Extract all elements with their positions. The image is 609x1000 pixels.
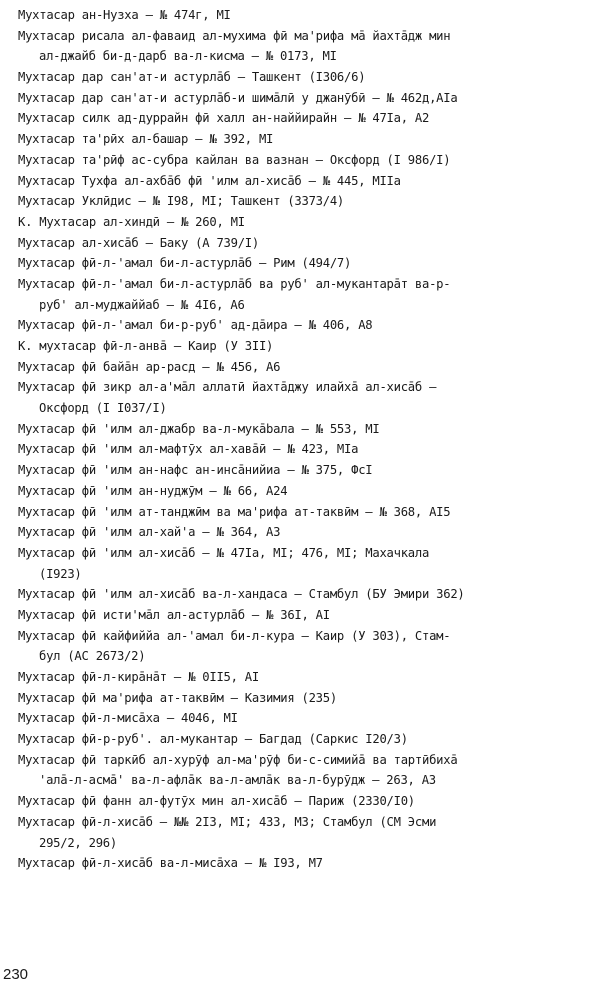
bibliography-list [18,5,603,874]
bibliography-entry: Мухтасар фӣ 'илм ал-хисāб – № 47Iа, МI; 476, МI; Махачкала [18,545,430,560]
bibliography-entry: Мухтасар ан-Нузха – № 474г, MI [18,8,231,22]
bibliography-entry: Мухтасар Тухфа ал-ахбāб фӣ 'илм ал-хисāб – № 445, МIIа [18,173,401,188]
bibliography-entry: Мухтасар фӣ исти'мāл ал-астурлāб – № 36I, АI [18,607,330,622]
bibliography-entry: Мухтасар фӣ кайфиййа ал-'амал би-л-кура – Каир (У 303), Стам- [18,628,451,643]
bibliography-entry: Мухтасар фӣ-л-мисāха – 4046, МI [18,711,238,726]
bibliography-entry: Мухтасар фӣ-л-'амал би-р-руб' ад-дāира – № 406, А8 [18,318,373,333]
bibliography-entry: Мухтасар ал-хисāб – Баку (А 739/I) [18,235,259,250]
bibliography-entry-continuation: 'алā-л-асмā' ва-л-афлāк ва-л-амлāк ва-л-бурӯдж – 263, А3 [39,773,436,788]
bibliography-entry: Мухтасар фӣ 'илм ан-нуджӯм – № 66, А24 [18,483,288,498]
bibliography-entry-continuation: 295/2, 296) [39,835,117,850]
page-number: 230 [3,966,29,983]
bibliography-entry: К. мухтасар фӣ-л-анвā – Каир (У 3II) [18,339,274,353]
bibliography-entry: Мухтасар фӣ-л-'амал би-л-астурлāб ва руб' ал-мукантарāт ва-р- [18,276,451,291]
bibliography-entry: Мухтасар фӣ-р-руб'. ал-мукантар – Багдад (Саркис I20/3) [18,732,408,747]
bibliography-entry: Мухтасар Уклӣдис – № I98, МI; Ташкент (3373/4) [18,194,345,209]
bibliography-entry: Мухтасар фӣ ма'рифа ат-таквӣм – Казимия (235) [18,690,337,705]
bibliography-entry: Мухтасар фӣ-л-хисāб ва-л-мисāха – № I93, М7 [18,856,323,871]
bibliography-entry: Мухтасар фӣ 'илм ат-танджӣм ва ма'рифа ат-таквӣм – № 368, АI5 [18,504,451,519]
bibliography-entry: Мухтасар фӣ-л-'амал би-л-астурлāб – Рим (494/7) [18,256,352,271]
bibliography-entry: Мухтасар дар сан'ат-и астурлāб – Ташкент (I306/6) [18,70,366,85]
bibliography-entry: Мухтасар та'рӣх ал-башар – № 392, МI [18,132,274,147]
bibliography-entry: Мухтасар дар сан'ат-и астурлāб-и шимāлӣ у джанӯбӣ – № 462д,АIа [18,90,458,105]
bibliography-entry-continuation: ал-джайб би-д-дарб ва-л-кисма – № 0173, MI [39,49,337,64]
bibliography-entry: Мухтасар фӣ 'илм ал-мафтӯх ал-хавāӣ – № 423, МIа [18,442,359,457]
bibliography-entry: Мухтасар рисала ал-фаваид ал-мухима фӣ ма'рифа мā йахтāдж мин [18,28,451,43]
bibliography-entry: Мухтасар та'рӣф ас-субра кайлан ва вазнан – Оксфорд (I 986/I) [18,152,451,167]
bibliography-entry: Мухтасар фӣ 'илм ал-джабр ва-л-мукābала – № 553, МI [18,421,380,436]
bibliography-entry: Мухтасар фӣ зикр ал-а'мāл аллатӣ йахтāджу илайхā ал-хисāб – [18,380,437,395]
bibliography-entry-continuation: (I923) [39,566,82,581]
bibliography-entry: Мухтасар фӣ-л-хисāб – №№ 2I3, МI; 433, М3; Стамбул (СМ Эсми [18,814,437,829]
bibliography-entry: Мухтасар фӣ 'илм ал-хисāб ва-л-хандаса – Стамбул (БУ Эмири 362) [18,587,465,602]
bibliography-entry: К. Мухтасар ал-хиндӣ – № 260, МI [18,214,245,229]
bibliography-entry: Мухтасар силк ад-дуррайн фӣ халл ан-наййирайн – № 47Iа, А2 [18,111,430,126]
bibliography-entry: Мухтасар фӣ фанн ал-футӯх мин ал-хисāб – Париж (2330/I0) [18,794,415,809]
bibliography-entry: Мухтасар фӣ 'илм ал-хай'а – № 364, А3 [18,525,281,540]
bibliography-entry-continuation: бул (АС 2673/2) [39,649,146,664]
bibliography-entry-continuation: руб' ал-муджаййаб – № 4I6, А6 [39,297,245,312]
bibliography-entry: Мухтасар фӣ 'илм ан-нафс ан-инсāнийиа – № 375, ФсI [18,463,373,478]
bibliography-entry: Мухтасар фӣ-л-кирāнāт – № 0II5, АI [18,670,259,684]
bibliography-entry: Мухтасар фӣ байāн ар-расд – № 456, А6 [18,359,281,374]
bibliography-entry-continuation: Оксфорд (I I037/I) [39,401,167,416]
bibliography-entry: Мухтасар фӣ таркӣб ал-хурӯф ал-ма'рӯф би-с-симийā ва тартӣбихā [18,752,458,767]
